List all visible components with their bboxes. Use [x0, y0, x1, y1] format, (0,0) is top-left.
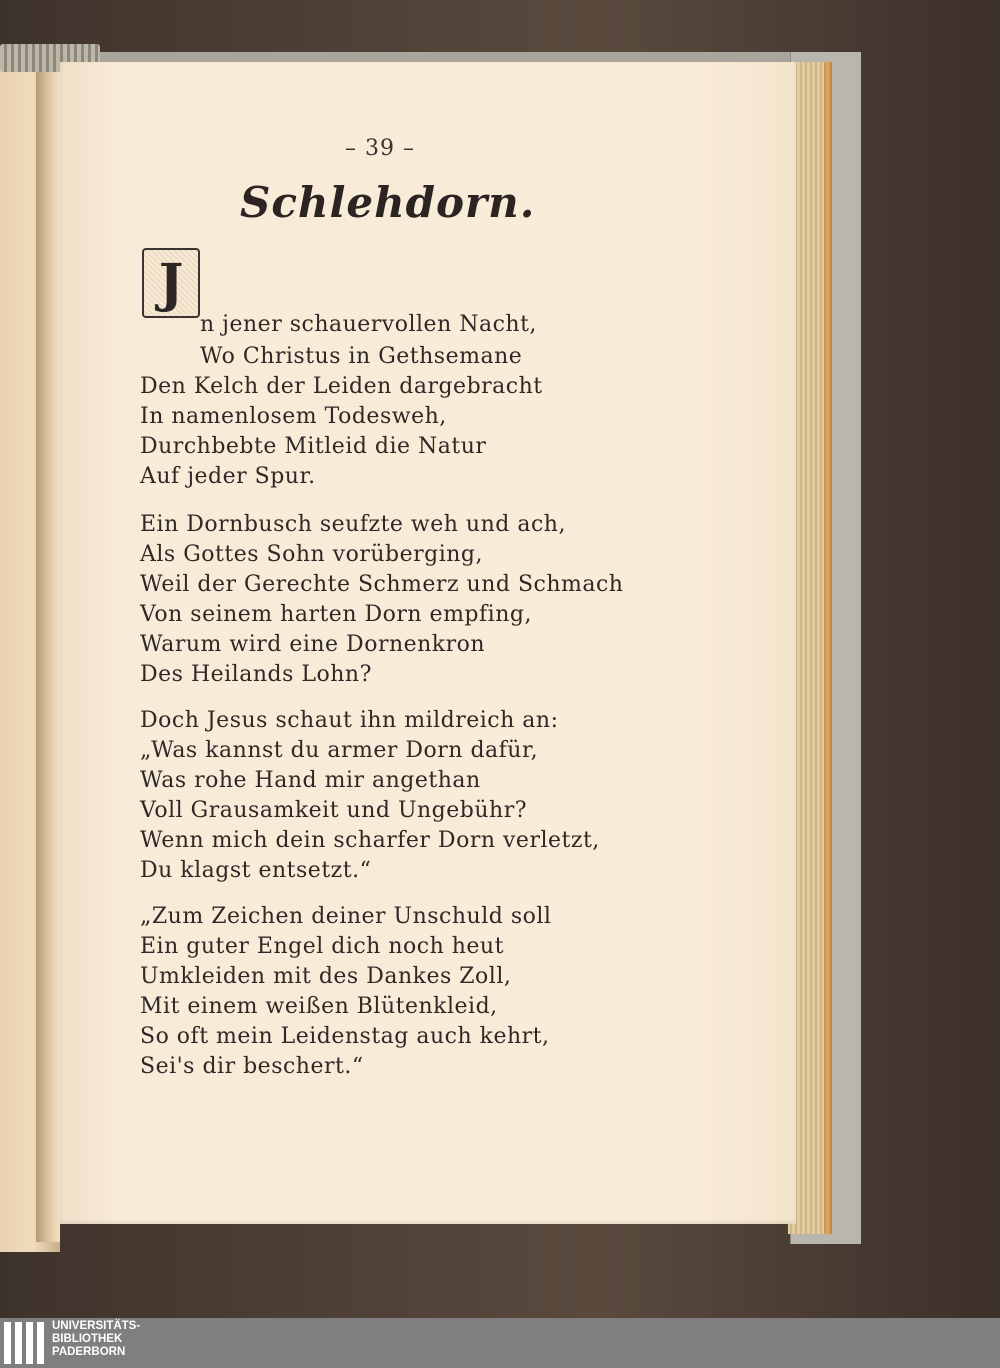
library-name-line: PADERBORN — [52, 1346, 126, 1358]
poem-line: Was rohe Hand mir angethan — [140, 768, 481, 793]
poem-line: Umkleiden mit des Dankes Zoll, — [140, 964, 512, 989]
poem-line: Wenn mich dein scharfer Dorn verletzt, — [140, 828, 600, 853]
library-name-line: BIBLIOTHEK — [52, 1333, 123, 1345]
book-gutter — [36, 62, 60, 1242]
library-name-line: UNIVERSITÄTS- — [52, 1320, 141, 1332]
poem-line: Wo Christus in Gethsemane — [200, 344, 523, 369]
poem-line: Von seinem harten Dorn empfing, — [140, 602, 532, 627]
library-logo-icon — [4, 1322, 48, 1364]
poem-line: Mit einem weißen Blütenkleid, — [140, 994, 498, 1019]
poem-line: Durchbebte Mitleid die Natur — [140, 434, 487, 459]
poem-line: Sei's dir beschert.“ — [140, 1054, 364, 1079]
poem-line: Ein Dornbusch seufzte weh und ach, — [140, 512, 566, 537]
poem-line: Ein guter Engel dich noch heut — [140, 934, 504, 959]
poem-line: „Zum Zeichen deiner Unschuld soll — [140, 904, 552, 929]
poem-line: Warum wird eine Dornenkron — [140, 632, 486, 657]
poem-line: In namenlosem Todesweh, — [140, 404, 447, 429]
library-footer — [0, 1318, 1000, 1368]
page-number: – 39 – — [345, 136, 415, 161]
poem-line: Weil der Gerechte Schmerz und Schmach — [140, 572, 624, 597]
library-name — [52, 1320, 140, 1359]
poem-line: Doch Jesus schaut ihn mildreich an: — [140, 708, 559, 733]
poem-title: Schlehdorn. — [240, 178, 536, 227]
poem-line: Den Kelch der Leiden dargebracht — [140, 374, 543, 399]
gilt-edge — [824, 62, 832, 1234]
poem-line: n jener schauervollen Nacht, — [200, 312, 537, 337]
poem-line: Du klagst entsetzt.“ — [140, 858, 372, 883]
poem-line: Als Gottes Sohn vorüberging, — [140, 542, 484, 567]
poem-line: Auf jeder Spur. — [140, 464, 316, 489]
poem-line: Voll Grausamkeit und Ungebühr? — [140, 798, 528, 823]
poem-line: „Was kannst du armer Dorn dafür, — [140, 738, 539, 763]
poem-line: Des Heilands Lohn? — [140, 662, 372, 687]
poem-line: So oft mein Leidenstag auch kehrt, — [140, 1024, 550, 1049]
decorated-initial: J — [142, 248, 200, 318]
